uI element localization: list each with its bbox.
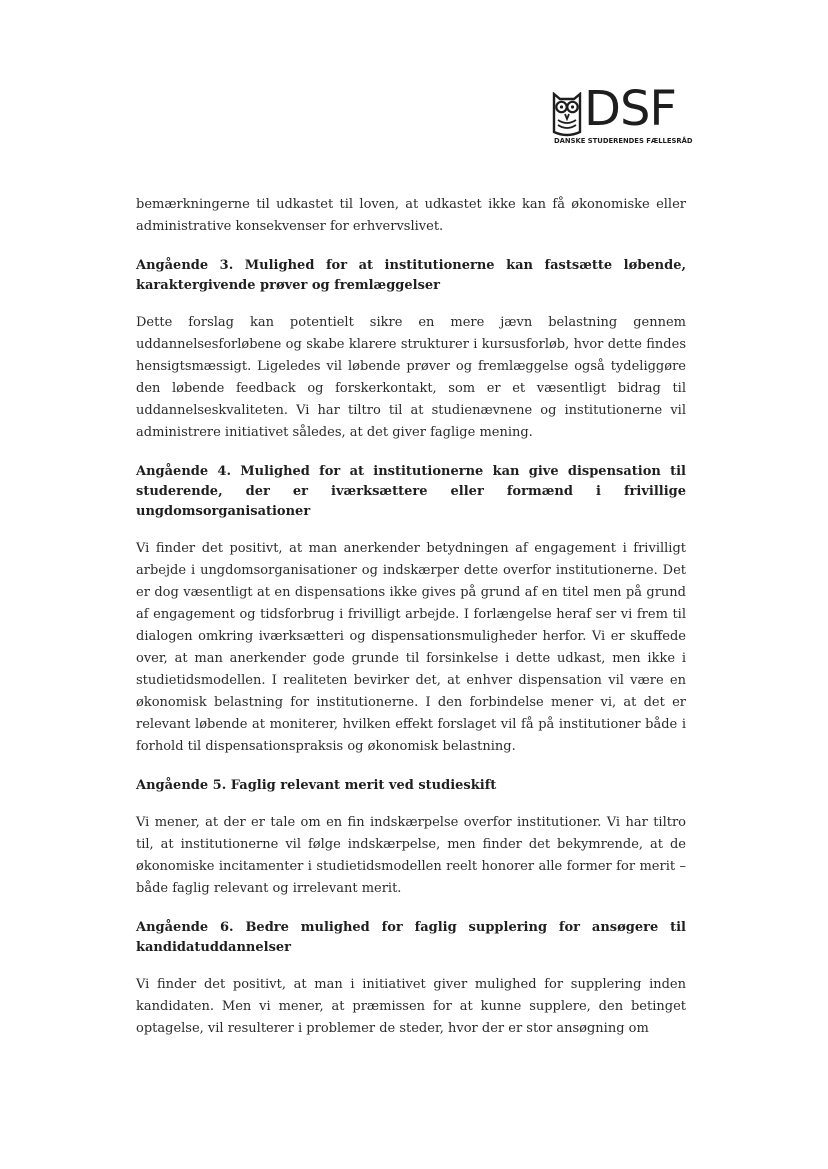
logo-acronym: DSF <box>584 81 677 137</box>
section-paragraph: Vi mener, at der er tale om en fin indskærpelse overfor institutioner. Vi har tiltro til, at institutionerne vil følge indskærpelse, men finder det bekymrende, at de økonomiske incitamenter i studietidsmodellen reelt honorer alle former for merit – både faglig relevant og irrelevant merit. <box>136 815 686 896</box>
section-heading: Angående 3. Mulighed for at institutionerne kan fastsætte løbende, karaktergivende prøver og fremlæggelser <box>136 258 686 293</box>
section-heading: Angående 4. Mulighed for at institutionerne kan give dispensation til studerende, der er iværksættere eller formænd i frivillige ungdomsorganisationer <box>136 464 686 519</box>
section-heading: Angående 6. Bedre mulighed for faglig supplering for ansøgere til kandidatuddannelser <box>136 920 686 955</box>
owl-logo-icon <box>552 92 582 138</box>
section-paragraph: Vi finder det positivt, at man i initiativet giver mulighed for supplering inden kandidaten. Men vi mener, at præmissen for at kunne supplere, den betinget optagelse, vil resulterer i problemer de steder, hvor der er stor ansøgning om <box>136 977 686 1036</box>
dsf-logo <box>552 81 693 154</box>
section-paragraph: Vi finder det positivt, at man anerkender betydningen af engagement i frivilligt arbejde i ungdomsorganisationer og indskærper dette overfor institutionerne. Det er dog væsentligt at en dispensations ikke gives på grund af en titel men på grund af engagement og tidsforbrug i frivilligt arbejde. I forlængelse heraf ser vi frem til dialogen omkring iværksætteri og dispensationsmuligheder herfor. Vi er skuffede over, at man anerkender gode grunde til forsinkelse i dette udkast, men ikke i studietidsmodellen. I realiteten bevirker det, at enhver dispensation vil være en økonomisk belastning for institutionerne. I den forbindelse mener vi, at det er relevant løbende at moniterer, hvilken effekt forslaget vil få på institutioner både i forhold til dispensationspraksis og økonomisk belastning. <box>136 541 686 754</box>
logo-organization-name: DANSKE STUDERENDES FÆLLESRÅD <box>554 137 693 145</box>
section-heading: Angående 5. Faglig relevant merit ved studieskift <box>136 778 497 793</box>
section-paragraph: Dette forslag kan potentielt sikre en mere jævn belastning gennem uddannelsesforløbene og skabe klarere strukturer i kursusforløb, hvor dette findes hensigtsmæssigt. Ligeledes vil løbende prøver og fremlæggelse også tydeliggøre den løbende feedback og forskerkontakt, som er et væsentligt bidrag til uddannelseskvaliteten. Vi har tiltro til at studienævnene og institutionerne vil administrere initiativet således, at det giver faglige mening. <box>136 315 686 440</box>
intro-paragraph: bemærkningerne til udkastet til loven, at udkastet ikke kan få økonomiske eller administrative konsekvenser for erhvervslivet. <box>136 197 686 234</box>
document-body <box>136 194 686 1040</box>
